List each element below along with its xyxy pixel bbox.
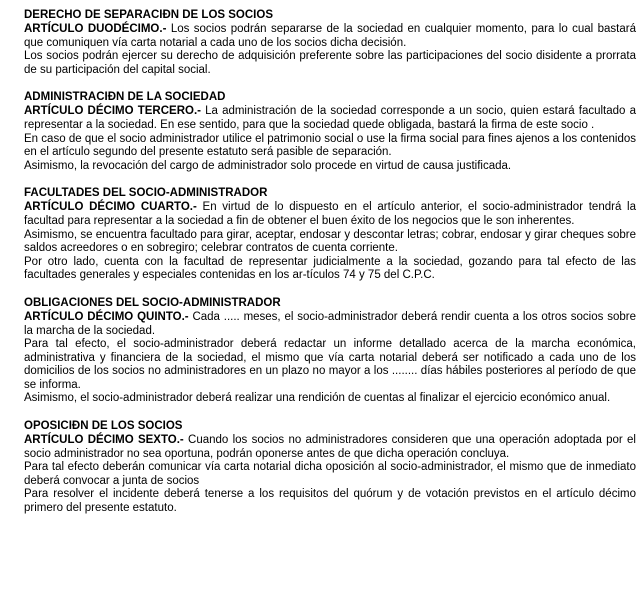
article-text: En virtud de lo dispuesto en el artículo anterior, el socio-administrador tendrá la facultad para representar a la sociedad a fin de obtener el buen éxito de los negocios que le son inherentes. <box>24 201 636 227</box>
article-text: La administración de la sociedad corresponde a un socio, quien estará facultado a representar a la sociedad. En ese sentido, para que la sociedad quede obligada, bastará la firma de este socio . <box>24 105 636 131</box>
section-heading: OBLIGACIONES DEL SOCIO-ADMINISTRADOR <box>24 296 281 309</box>
article-paragraph <box>24 201 636 228</box>
section-facultades <box>24 186 636 283</box>
section-heading: ADMINISTRACIÐN DE LA SOCIEDAD <box>24 91 226 104</box>
paragraph: En caso de que el socio administrador utilice el patrimonio social o use la firma social para fines ajenos a los contenidos en el artículo segundo del presente estatuto será pasible de separación. <box>24 132 636 159</box>
paragraph: Los socios podrán ejercer su derecho de adquisición preferente sobre las participaciones del socio disidente a prorrata de su participación del capital social. <box>24 50 636 76</box>
article-paragraph <box>24 105 636 132</box>
article-paragraph <box>24 434 636 461</box>
paragraph: Asimismo, la revocación del cargo de administrador solo procede en virtud de causa justificada. <box>24 159 512 172</box>
article-text: Cada ..... meses, el socio-administrador deberá rendir cuenta a los otros socios sobre la marcha de la sociedad. <box>24 310 636 337</box>
article-text: Cuando los socios no administradores consideren que una operación adoptada por el socio administrador no sea oportuna, podrán oponerse antes de que dicha operación concluya. <box>24 434 636 460</box>
section-heading: FACULTADES DEL SOCIO-ADMINISTRADOR <box>24 187 268 200</box>
article-label: ARTÍCULO DÉCIMO QUINTO.- <box>24 310 189 323</box>
paragraph: Asimismo, se encuentra facultado para girar, aceptar, endosar y descontar letras; cobrar, endosar y girar cheques sobre saldos acreedores o en sobregiro; celebrar contratos de cuenta corriente. <box>24 228 636 255</box>
article-text: Los socios podrán separarse de la sociedad en cualquier momento, para lo cual bastará que comuniquen vía carta notarial a cada uno de los socios dicha decisión. <box>24 23 637 49</box>
section-heading: DERECHO DE SEPARACIÐN DE LOS SOCIOS <box>24 9 273 21</box>
section-heading: OPOSICIÐN DE LOS SOCIOS <box>24 420 183 433</box>
paragraph: Para resolver el incidente deberá tenerse a los requisitos del quórum y de votación previstos en el artículo décimo primero del presente estatuto. <box>24 488 636 515</box>
paragraph: Por otro lado, cuenta con la facultad de representar judicialmente a la sociedad, gozando para tal efecto de las facultades generales y especiales contenidas en los ar-tículos 74 y 75 del C.P.C. <box>24 255 636 282</box>
paragraph: Para tal efecto, el socio-administrador deberá redactar un informe detallado acerca de la marcha económica, administrativa y financiera de la sociedad, el mismo que vía carta notarial deberá ser notificado a cada uno de los domicilios de los socios no administradores en un plazo no mayor a los ........ días hábiles posteriores al período de que se informa. <box>24 338 636 391</box>
article-label: ARTÍCULO DUODÉCIMO.- <box>24 23 167 35</box>
article-paragraph <box>24 23 636 50</box>
article-label: ARTÍCULO DÉCIMO CUARTO.- <box>24 201 197 214</box>
section-derecho-separacion <box>24 8 636 77</box>
section-oposicion <box>24 419 636 516</box>
paragraph: Asimismo, el socio-administrador deberá realizar una rendición de cuentas al finalizar el ejercicio económico anual. <box>24 392 611 405</box>
article-paragraph <box>24 311 636 338</box>
section-obligaciones <box>24 296 636 406</box>
section-administracion <box>24 90 636 173</box>
article-label: ARTÍCULO DÉCIMO TERCERO.- <box>24 105 201 118</box>
article-label: ARTÍCULO DÉCIMO SEXTO.- <box>24 434 184 447</box>
paragraph: Para tal efecto deberán comunicar vía carta notarial dicha oposición al socio-administrador, el mismo que de inmediato deberá convocar a junta de socios <box>24 461 636 487</box>
